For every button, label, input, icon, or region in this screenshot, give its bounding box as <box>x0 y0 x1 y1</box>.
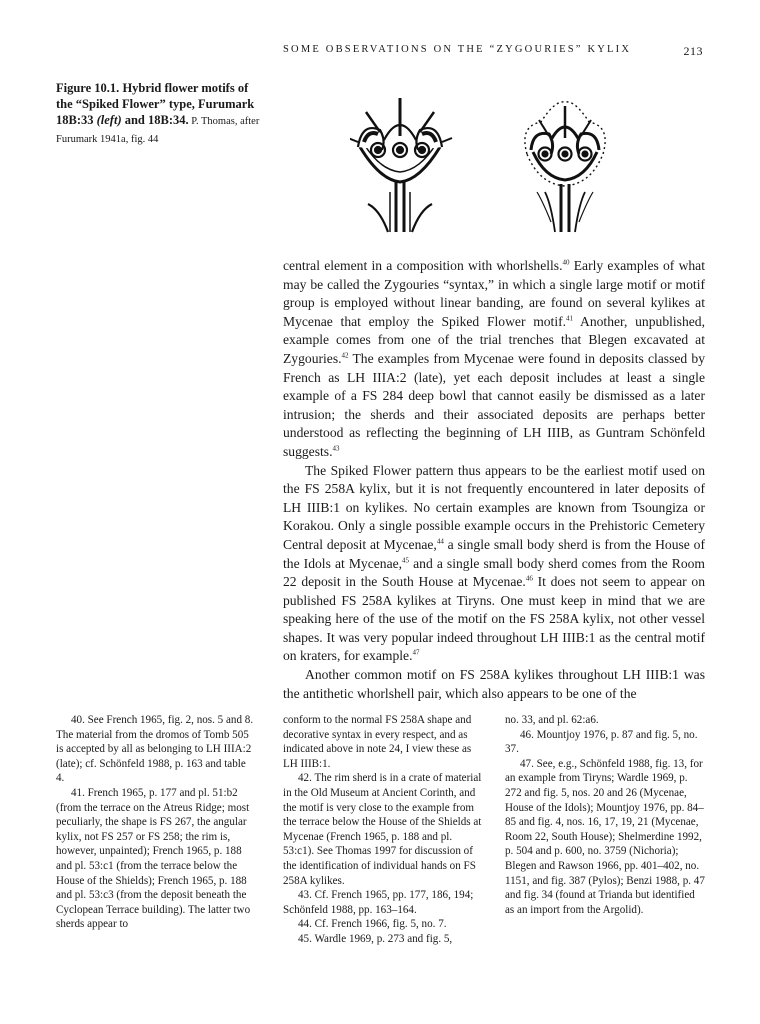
note-ref: 47 <box>412 648 420 657</box>
running-title: SOME OBSERVATIONS ON THE “ZYGOURIES” KYLIX <box>283 44 632 55</box>
note-ref: 42 <box>341 351 349 360</box>
spiked-flower-figure <box>350 92 700 240</box>
figure-caption <box>56 80 261 148</box>
note-ref: 41 <box>566 314 574 323</box>
figure-label: Figure 10.1. <box>56 81 120 95</box>
footnotes-column-2 <box>283 713 483 947</box>
footnote-45-cont: no. 33, and pl. 62:a6. <box>505 714 599 726</box>
note-ref: 46 <box>525 574 533 583</box>
figure-title-a: Hybrid flower motifs of the “Spiked Flower” type, Furumark 18B:33 <box>56 81 255 127</box>
footnote-45: 45. Wardle 1969, p. 273 and fig. 5, <box>298 932 453 945</box>
footnote-44: 44. Cf. French 1966, fig. 5, no. 7. <box>298 918 447 931</box>
paragraph-1: central element in a composition with whorlshells.$^{40}$ Early examples of what may be called the Zygouries “syntax,” in which a single large motif or motif group is employed without linear banding, are found on several kylikes at Mycenae that employ the Spiked Flower motif.$^{41}$ Another, unpublished, example comes from one of the trial trenches that Blegen excavated at Zygouries.$^{42}$ The examples from Mycenae were found in deposits classed by French as LH IIIA:2 (late), yet each deposit includes at least a single example of a FS 284 deep bowl that cannot easily be dismissed as a later intrusion; the sherds and their associated deposits are perhaps better understood as reflecting the beginning of LH IIIB, as Guntram Schönfeld suggests.$^{43}$ <box>283 258 705 459</box>
spiked-flower-left <box>350 98 452 232</box>
figure-credit: P. Thomas, after Furumark 1941a, fig. 44 <box>56 116 260 145</box>
spiked-flower-right <box>525 102 605 232</box>
figure-title-b: and 18B:34. <box>121 113 189 127</box>
footnote-43: 43. Cf. French 1965, pp. 177, 186, 194; Schönfeld 1988, pp. 163–164. <box>283 889 474 916</box>
main-text <box>283 257 705 703</box>
footnote-47: 47. See, e.g., Schönfeld 1988, fig. 13, for an example from Tiryns; Wardle 1969, p. 272 and fig. 5, nos. 20 and 26 (Mycenae, House of the Idols); Mountjoy 1976, pp. 84–85 and fig. 4, nos. 16, 17, 19, 21 (Mycenae, Room 22, South House); Shelmerdine 1992, p. 504 and p. 600, no. 3759 (Nichoria); Blegen and Rawson 1966, pp. 401–402, no. 1151, and fig. 387 (Pylos); Benzi 1988, p. 47 and fig. 34 (found at Trianda but identified as an import from the Argolid). <box>505 757 705 916</box>
paragraph-3: Another common motif on FS 258A kylikes throughout LH IIIB:1 was the antithetic whorlshell pair, which also appears to be one of the <box>283 667 705 701</box>
footnote-40: 40. See French 1965, fig. 2, nos. 5 and 8. The material from the dromos of Tomb 505 is accepted by all as belonging to LH IIIA:2 (late); cf. Schönfeld 1988, p. 163 and table 4. <box>56 714 254 785</box>
footnote-46: 46. Mountjoy 1976, p. 87 and fig. 5, no. 37. <box>505 728 698 756</box>
figure-title-left: (left) <box>96 113 122 127</box>
note-ref: 40 <box>562 258 570 267</box>
footnote-41-cont: conform to the normal FS 258A shape and decorative syntax in every respect, and as indicated above in note 24, I view these as LH IIIB:1. <box>283 714 472 770</box>
note-ref: 43 <box>332 444 340 453</box>
page-number: 213 <box>683 44 703 58</box>
footnotes-column-1 <box>56 713 256 932</box>
running-header <box>283 44 703 59</box>
footnotes-column-3 <box>505 713 705 917</box>
note-ref: 45 <box>402 555 410 564</box>
note-ref: 44 <box>436 537 444 546</box>
footnote-41: 41. French 1965, p. 177 and pl. 51:b2 (from the terrace on the Atreus Ridge; most peculiarly, the shape is FS 267, the angular kylix, not FS 257 or FS 258; the rim is, however, unpainted); French 1965, p. 188 and pl. 53:c1 (from the terrace below the House of the Shields); French 1965, p. 188 and pl. 53:c3 (from the deposit beneath the Cyclopean Terrace building). The latter two sherds appear to <box>56 786 251 931</box>
paragraph-2: The Spiked Flower pattern thus appears to be the earliest motif used on the FS 258A kylix, but it is not frequently encountered in later deposits of LH IIIB:1 on kylikes. No certain examples are known from Tsoungiza or Korakou. Only a single possible example occurs in the Prehistoric Cemetery Central deposit at Mycenae,$^{44}$ a single small body sherd is from the House of the Idols at Mycenae,$^{45}$ and a single small body sherd comes from the Room 22 deposit in the South House at Mycenae.$^{46}$ It does not seem to appear on published FS 258A kylikes at Tiryns. One must keep in mind that we are speaking here of the use of the motif on the FS 258A kylix, not other vessel shapes. It was very popular indeed throughout LH IIIB:1 as the central motif on kraters, for example.$^{47}$ <box>283 462 706 664</box>
footnote-42: 42. The rim sherd is in a crate of material in the Old Museum at Ancient Corinth, and the motif is very close to the example from the terrace below the House of the Shields at Mycenae (French 1965, p. 188 and pl. 53:c1). See Thomas 1997 for discussion of the identification of individual hands on FS 258A kylikes. <box>283 772 482 887</box>
